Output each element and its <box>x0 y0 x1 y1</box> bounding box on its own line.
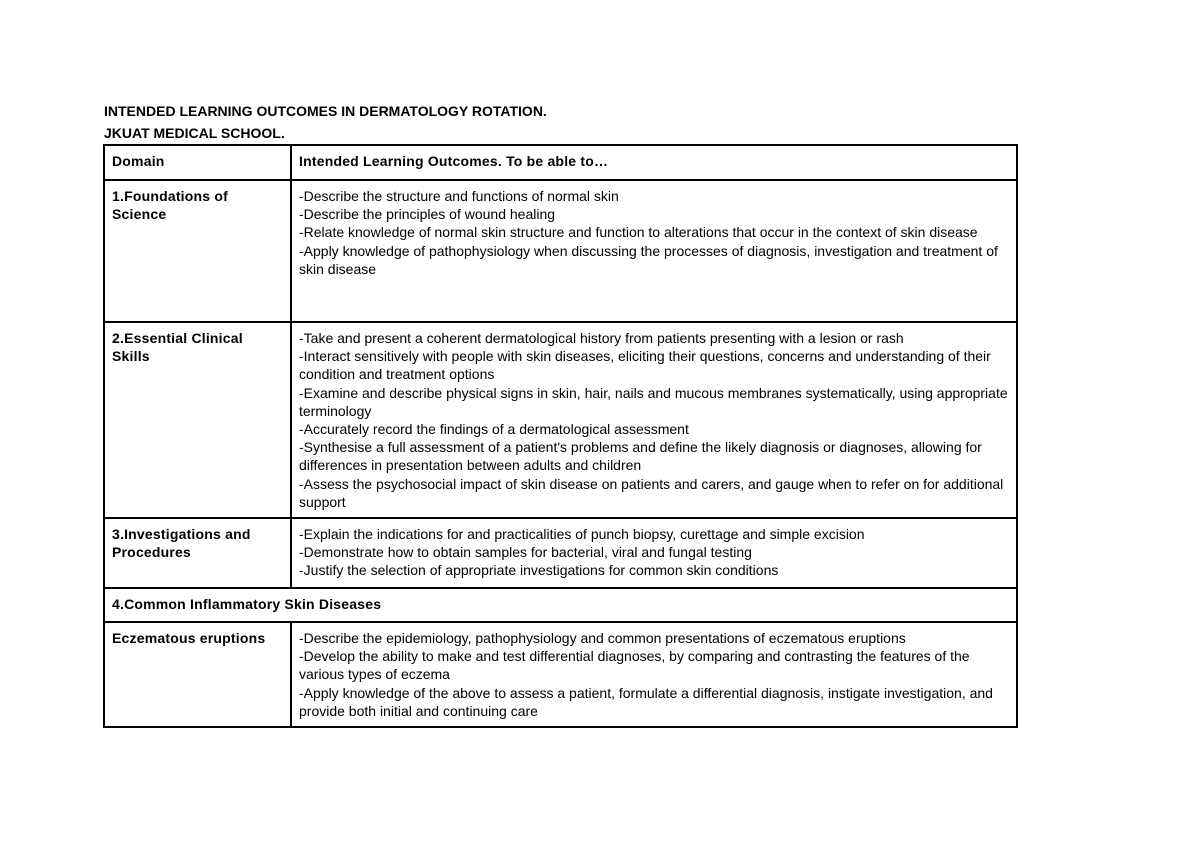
outcome-item: -Describe the structure and functions of normal skin <box>299 188 619 204</box>
table-row <box>104 622 1017 727</box>
outcomes-column-header: Intended Learning Outcomes. To be able to… <box>291 145 1017 180</box>
outcome-item: -Examine and describe physical signs in skin, hair, nails and mucous membranes systematically, using appropriate terminology <box>299 384 1008 419</box>
section-heading-cell: 4.Common Inflammatory Skin Diseases <box>104 588 1017 622</box>
document-title: INTENDED LEARNING OUTCOMES IN DERMATOLOGY ROTATION. <box>104 103 547 119</box>
school-name: JKUAT MEDICAL SCHOOL. <box>104 125 285 141</box>
outcomes-cell <box>291 518 1017 588</box>
table-row <box>104 322 1017 518</box>
section-row <box>104 588 1017 622</box>
outcome-item: -Demonstrate how to obtain samples for bacterial, viral and fungal testing <box>299 544 752 561</box>
outcome-item: -Apply knowledge of the above to assess a patient, formulate a differential diagnosis, instigate investigation, and provide both initial and continuing care <box>299 684 993 719</box>
outcomes-cell <box>291 180 1017 322</box>
outcome-item: -Apply knowledge of pathophysiology when discussing the processes of diagnosis, investigation and treatment of skin disease <box>299 242 998 277</box>
outcome-item: -Interact sensitively with people with skin diseases, eliciting their questions, concerns and understanding of their condition and treatment options <box>299 348 991 383</box>
outcome-item: -Describe the epidemiology, pathophysiology and common presentations of eczematous eruptions <box>299 630 906 647</box>
domain-cell: 2.Essential Clinical Skills <box>104 322 291 518</box>
outcomes-cell <box>291 622 1017 727</box>
learning-outcomes-table <box>103 144 1018 728</box>
outcome-item: -Synthesise a full assessment of a patient's problems and define the likely diagnosis or diagnoses, allowing for differences in presentation between adults and children <box>299 439 982 474</box>
outcome-item: -Justify the selection of appropriate investigations for common skin conditions <box>299 562 779 579</box>
domain-cell: Eczematous eruptions <box>104 622 291 727</box>
table-header-row <box>104 145 1017 180</box>
table-row <box>104 518 1017 588</box>
outcome-item: -Explain the indications for and practicalities of punch biopsy, curettage and simple excision <box>299 526 865 543</box>
domain-cell: 1.Foundations of Science <box>104 180 291 322</box>
domain-cell: 3.Investigations and Procedures <box>104 518 291 588</box>
table-row <box>104 180 1017 322</box>
outcome-item: -Accurately record the findings of a dermatological assessment <box>299 421 689 438</box>
outcomes-cell <box>291 322 1017 518</box>
outcome-item: -Relate knowledge of normal skin structure and function to alterations that occur in the context of skin disease <box>299 224 978 241</box>
domain-column-header: Domain <box>104 145 291 180</box>
outcome-item: -Develop the ability to make and test differential diagnoses, by comparing and contrasting the features of the various types of eczema <box>299 648 970 683</box>
outcome-item: -Take and present a coherent dermatological history from patients presenting with a lesion or rash <box>299 330 904 346</box>
outcome-item: -Assess the psychosocial impact of skin disease on patients and carers, and gauge when to refer on for additional support <box>299 475 1004 510</box>
outcome-item: -Describe the principles of wound healing <box>299 206 556 223</box>
